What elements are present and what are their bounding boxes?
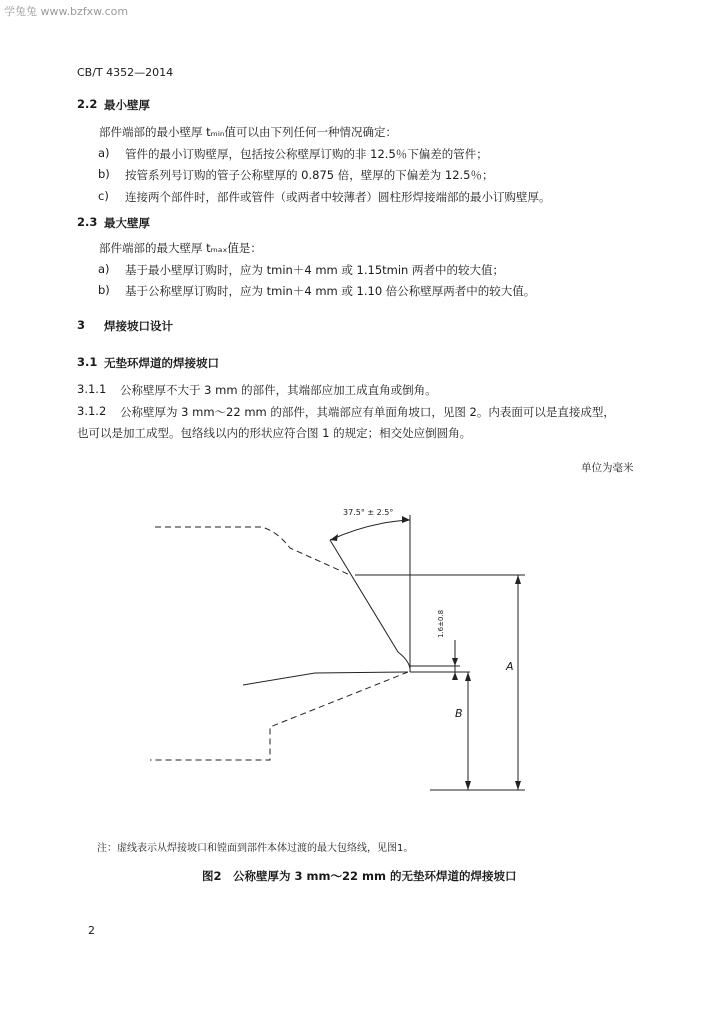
section-2-3-number: 2.3	[77, 215, 98, 229]
dim-b-label: B	[455, 707, 463, 720]
list-item-text: 按管系列号订购的管子公称壁厚的 0.875 倍，壁厚的下偏差为 12.5％；	[125, 168, 494, 182]
dim-a-label: A	[506, 660, 514, 673]
land-arrow-top	[452, 658, 458, 666]
watermark: 学兔兔 www.bzfxw.com	[4, 5, 129, 18]
dim-b-arrow-top	[465, 672, 471, 681]
land-arrow-bottom	[452, 672, 458, 680]
section-3-number: 3	[77, 318, 86, 332]
angle-arrow-right	[402, 516, 410, 523]
section-2-2-intro: 部件端部的最小壁厚 tₘᵢₙ值可以由下列任何一种情况确定：	[99, 125, 397, 139]
list-item-text: 管件的最小订购壁厚，包括按公称壁厚订购的非 12.5％下偏差的管件；	[125, 147, 488, 161]
standard-id: CB/T 4352—2014	[77, 66, 174, 79]
unit-note: 单位为毫米	[581, 462, 634, 474]
angle-arc	[330, 520, 410, 540]
list-item-label: b)	[98, 167, 110, 181]
list-item-label: b)	[98, 283, 110, 297]
bevel-face-line	[347, 568, 410, 672]
dim-b-arrow-bottom	[465, 781, 471, 790]
section-2-2-title: 最小壁厚	[104, 98, 150, 112]
angle-arrow-left	[330, 534, 338, 541]
section-2-2-number: 2.2	[77, 97, 98, 111]
list-item-label: a)	[98, 146, 110, 160]
list-item-text: 基于公称壁厚订购时，应为 tmin＋4 mm 或 1.10 倍公称壁厚两者中的较大值。	[125, 284, 536, 298]
inner-bore-line	[243, 672, 408, 685]
figure-note: 注：虚线表示从焊接坡口和镗面到部件本体过渡的最大包络线，见图1。	[97, 843, 414, 854]
angle-label: 37.5° ± 2.5°	[343, 508, 394, 517]
dim-a-arrow-top	[515, 575, 521, 584]
section-3-1-2-number: 3.1.2	[77, 404, 107, 418]
list-item-text: 连接两个部件时，部件或管件（或两者中较薄者）圆柱形焊接端部的最小订购壁厚。	[125, 190, 551, 204]
list-item-label: a)	[98, 262, 110, 276]
section-2-3-intro: 部件端部的最大壁厚 tₘₐₓ值是：	[99, 241, 262, 255]
list-item-text: 基于最小壁厚订购时，应为 tmin＋4 mm 或 1.15tmin 两者中的较大值；	[125, 263, 504, 277]
lower-envelope-dashed-line	[150, 672, 408, 760]
section-3-1-1-text: 公称壁厚不大于 3 mm 的部件，其端部应加工成直角或倒角。	[120, 383, 437, 397]
angle-extension-line	[330, 540, 347, 568]
section-3-1-number: 3.1	[77, 355, 98, 369]
section-3-1-2-line1: 公称壁厚为 3 mm～22 mm 的部件，其端部应有单面角坡口，见图 2。内表面可以是直接成型，	[120, 405, 615, 419]
section-3-1-2-line2: 也可以是加工成型。包络线以内的形状应符合图 1 的规定；相交处应倒圆角。	[77, 426, 472, 440]
land-label: 1.6±0.8	[437, 609, 445, 638]
list-item-label: c)	[98, 189, 109, 203]
section-3-1-title: 无垫环焊道的焊接坡口	[104, 356, 219, 370]
upper-envelope-dashed-line	[155, 527, 350, 575]
dim-a-arrow-bottom	[515, 781, 521, 790]
section-2-3-title: 最大壁厚	[104, 216, 150, 230]
section-3-title: 焊接坡口设计	[104, 319, 173, 333]
section-3-1-1-number: 3.1.1	[77, 382, 107, 396]
figure-caption: 图2 公称壁厚为 3 mm～22 mm 的无垫环焊道的焊接坡口	[202, 869, 517, 883]
page-number: 2	[88, 924, 95, 937]
